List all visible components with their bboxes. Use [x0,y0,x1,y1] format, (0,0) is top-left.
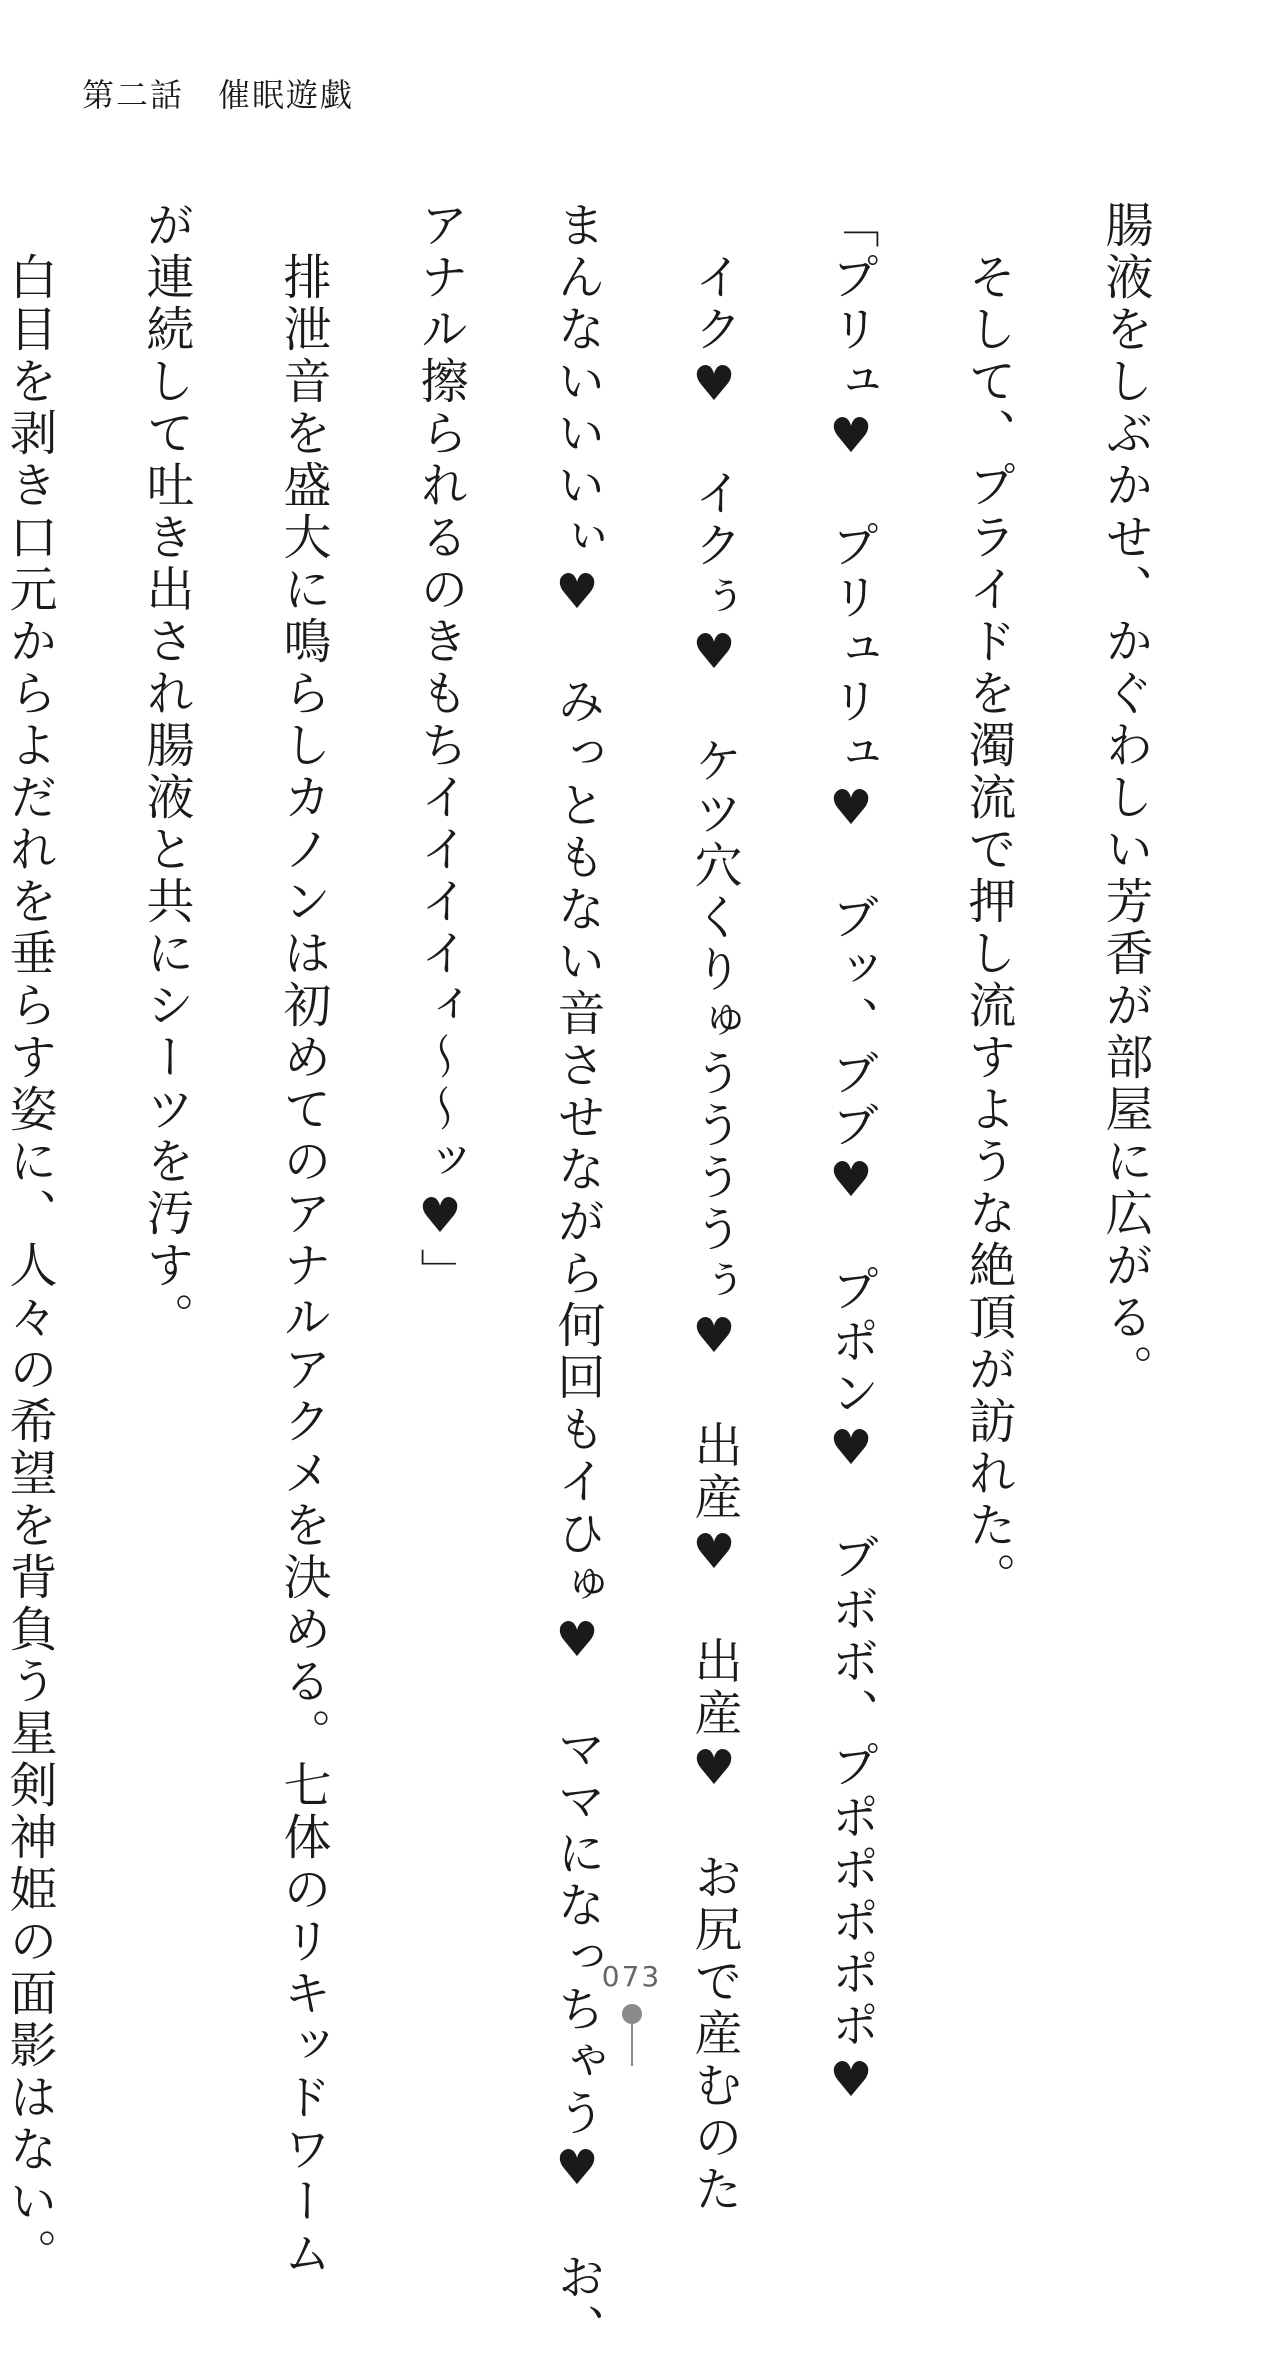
running-head-title: 第二話 催眠遊戯 [82,76,355,114]
page-marker-dot [622,2004,642,2024]
text-line: まんないいいぃ♥ みっともない音させながら何回もイひゅ♥ ママになっちゃう♥ お、 [549,200,605,2356]
text-line: 排泄音を盛大に鳴らしカノンは初めてのアナルアクメを決める。七体のリキッドワーム [275,200,331,2280]
text-line: 白目を剥き口元からよだれを垂らす姿に、人々の希望を背負う星剣神姫の面影はない。 [1,200,57,2280]
text-line: 「プリュ♥ プリュリュ♥ ブッ、ブブ♥ プポン♥ ブボボ、プポポポポポ♥ [823,200,879,2112]
page-number: 073 [601,1960,662,1993]
text-line: アナル擦られるのきもちイイイイィ～～ッ♥」 [412,200,468,1300]
text-line: 腸液をしぶかせ、かぐわしい芳香が部屋に広がる。 [1097,200,1153,1396]
text-line: が連続して吐き出され腸液と共にシーツを汚す。 [138,200,194,1344]
text-line: イク♥ イクぅ♥ ケツ穴くりゅううううぅ♥ 出産♥ 出産♥ お尻で産むのた [686,200,742,2216]
text-line: そして、プライドを濁流で押し流すような絶頂が訪れた。 [960,200,1016,1604]
page-marker-line [631,2024,633,2066]
